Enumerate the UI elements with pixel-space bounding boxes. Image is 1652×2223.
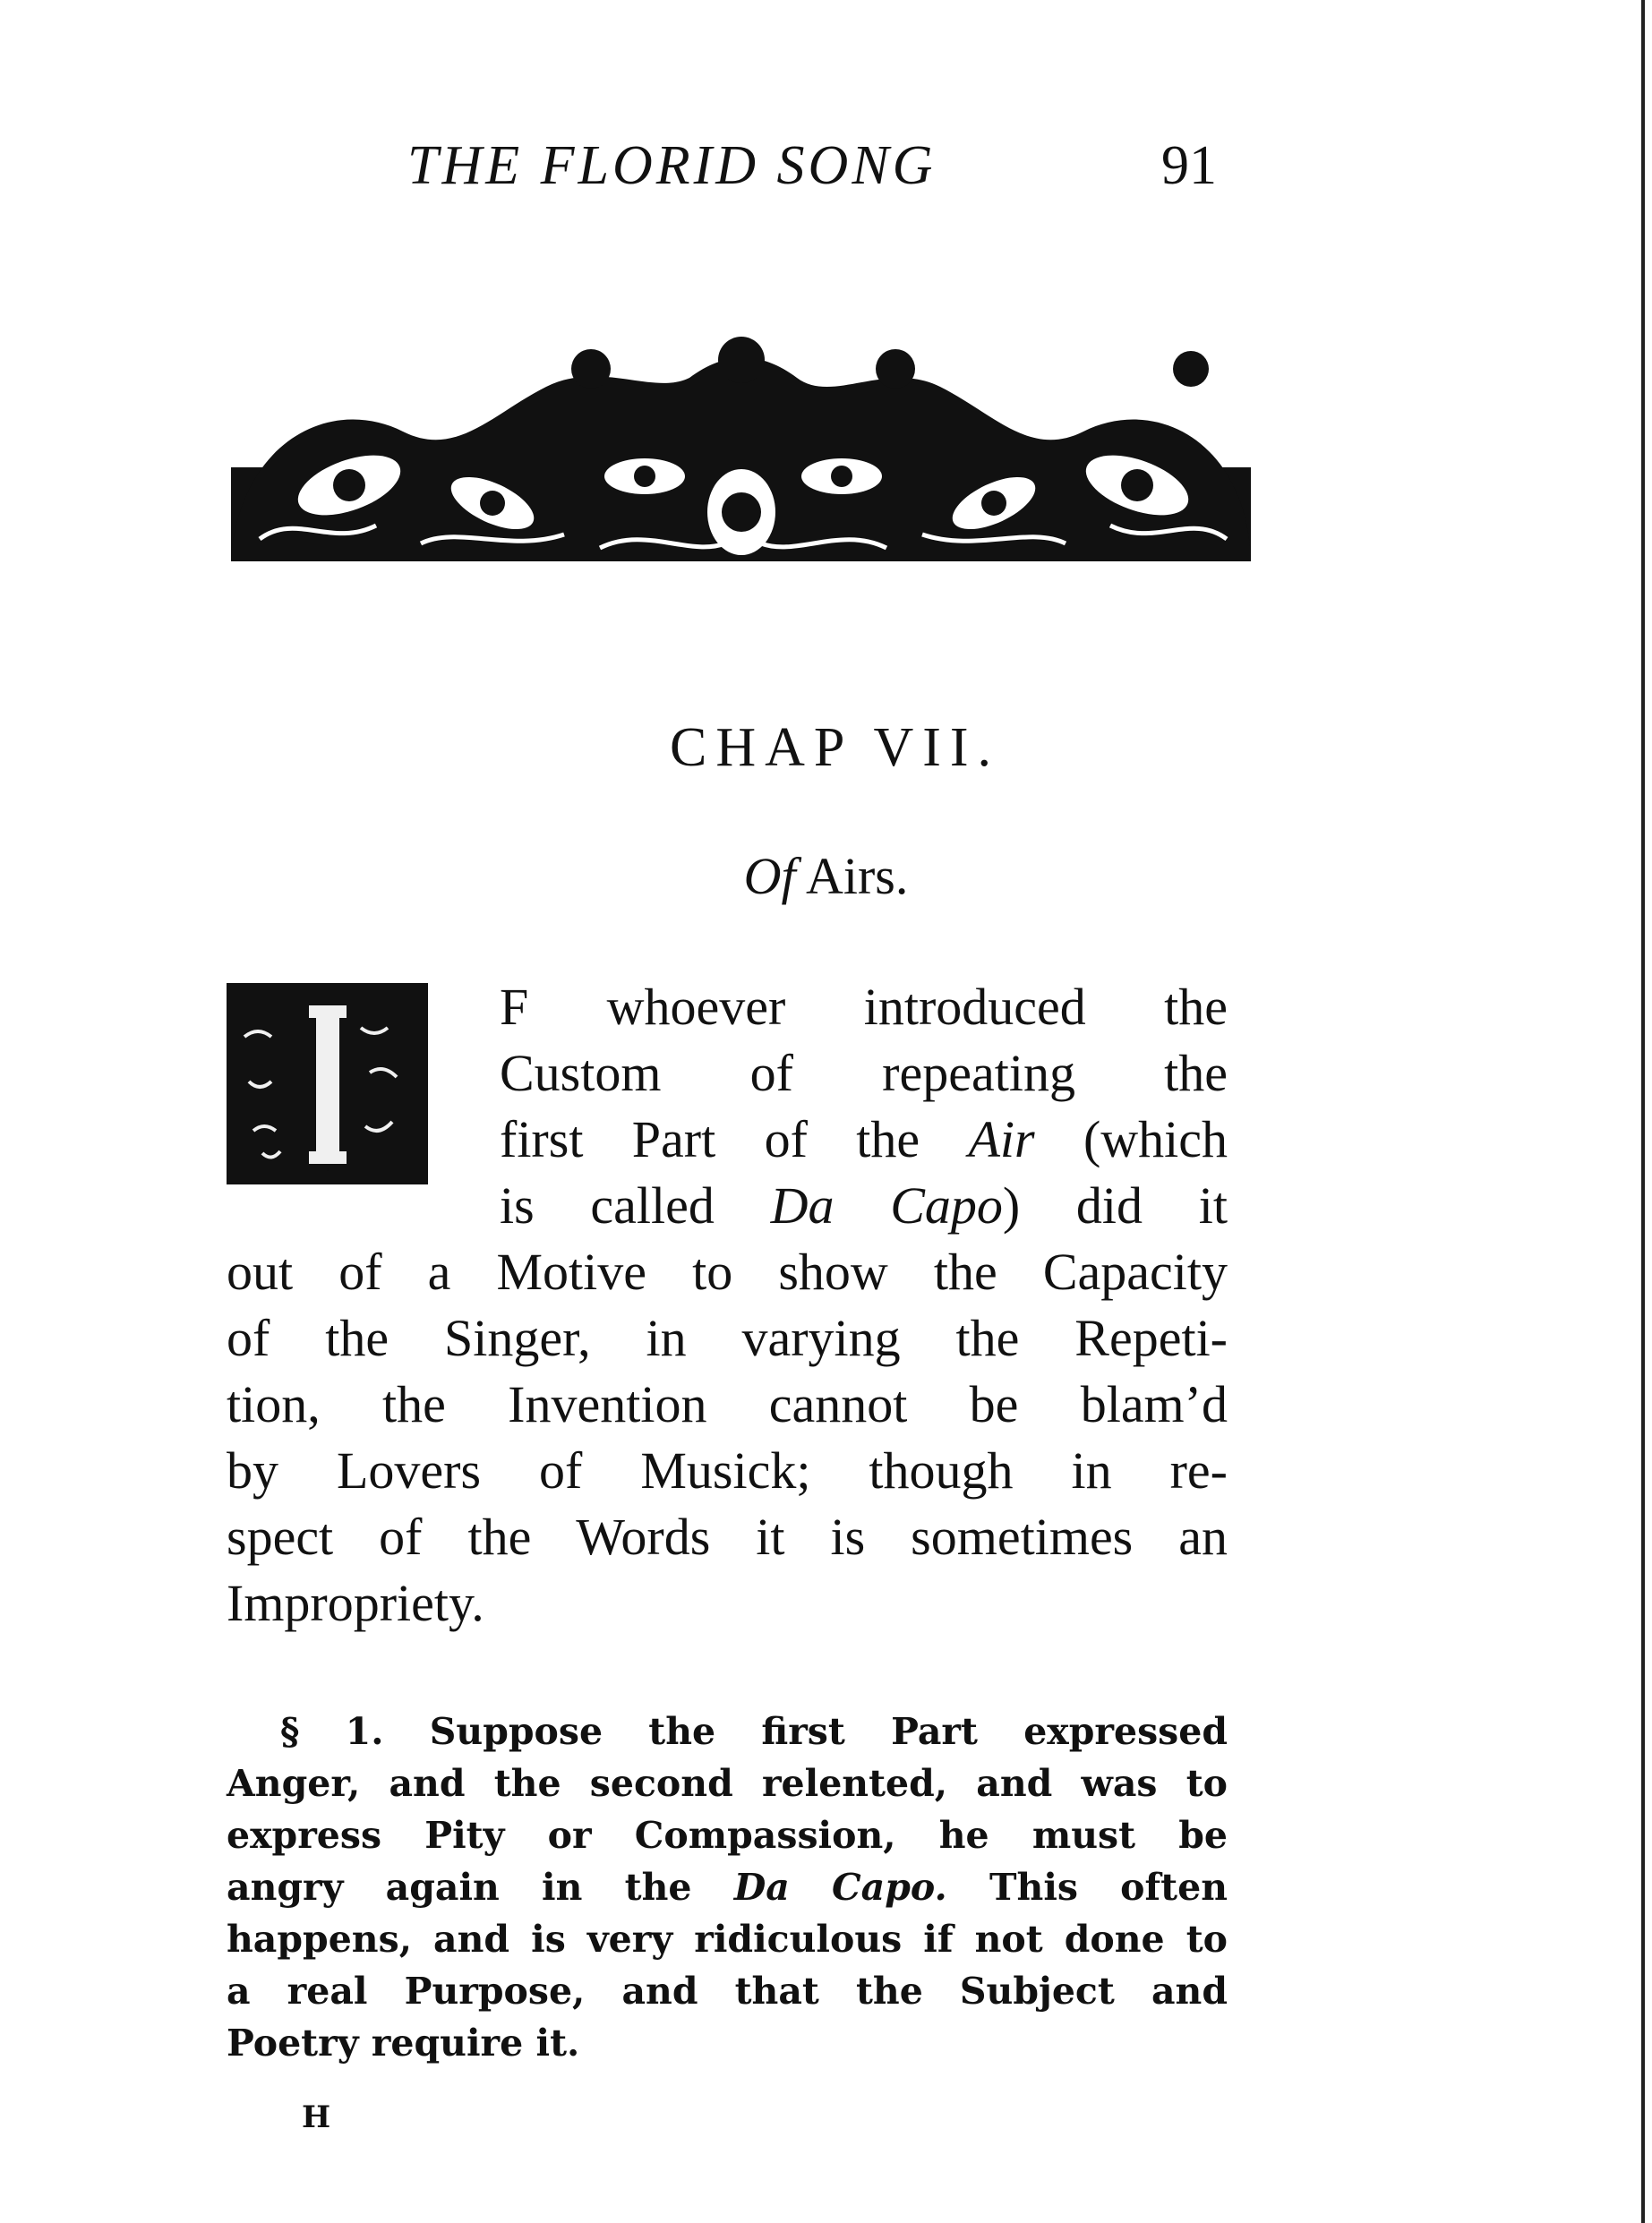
chapter-subtitle-prefix: Of [743, 847, 796, 905]
page-number: 91 [1161, 135, 1217, 196]
body-line: of the Singer, in varying the Repeti- [227, 1309, 1228, 1367]
note-line-italic: Da Capo. [733, 1866, 947, 1909]
body-line: F whoever introduced the [500, 978, 1228, 1036]
body-line: spect of the Words it is sometimes an [227, 1508, 1228, 1566]
scan-edge-line [1641, 0, 1645, 2223]
body-paragraph [227, 974, 1228, 1637]
body-line: tion, the Invention cannot be blam’d [227, 1375, 1228, 1433]
floral-headpiece-ornament-icon [224, 333, 1258, 584]
body-line [227, 1173, 1228, 1239]
body-line: Custom of repeating the [500, 1044, 1228, 1102]
footnote-section [227, 1706, 1228, 2069]
running-title: THE FLORID SONG [407, 135, 937, 196]
body-line-italic: Da Capo [770, 1176, 1003, 1235]
note-line: § 1. Suppose the first Part expressed [280, 1710, 1228, 1753]
body-line: out of a Motive to show the Capacity [227, 1243, 1228, 1301]
chapter-subtitle-rest: Airs. [795, 847, 909, 905]
note-line: express Pity or Compassion, he must be [227, 1814, 1228, 1857]
signature-mark: H [302, 2099, 331, 2135]
note-line: happens, and is very ridiculous if not done to [227, 1918, 1228, 1961]
body-line-part: ) did it [1002, 1176, 1228, 1235]
note-line-part: This often [946, 1866, 1228, 1909]
dropcap-letter: I [327, 1167, 329, 1172]
note-line: Poetry require it. [227, 2022, 580, 2065]
note-line-part: angry again in the [227, 1866, 734, 1909]
body-line-part: first Part of the [500, 1110, 969, 1168]
body-line: by Lovers of Musick; though in re- [227, 1441, 1228, 1500]
note-line: Anger, and the second relented, and was to [227, 1762, 1228, 1805]
body-line-part: (which [1034, 1110, 1228, 1168]
chapter-title: CHAP VII. [669, 717, 1001, 778]
body-line [227, 1107, 1228, 1173]
body-line-italic: Air [968, 1110, 1035, 1168]
body-line: Impropriety. [227, 1574, 484, 1632]
note-line: a real Purpose, and that the Subject and [227, 1970, 1228, 2013]
body-line-part: is called [500, 1176, 771, 1235]
chapter-subtitle [0, 846, 1652, 906]
note-line [227, 1861, 1228, 1913]
running-header [407, 134, 1217, 215]
